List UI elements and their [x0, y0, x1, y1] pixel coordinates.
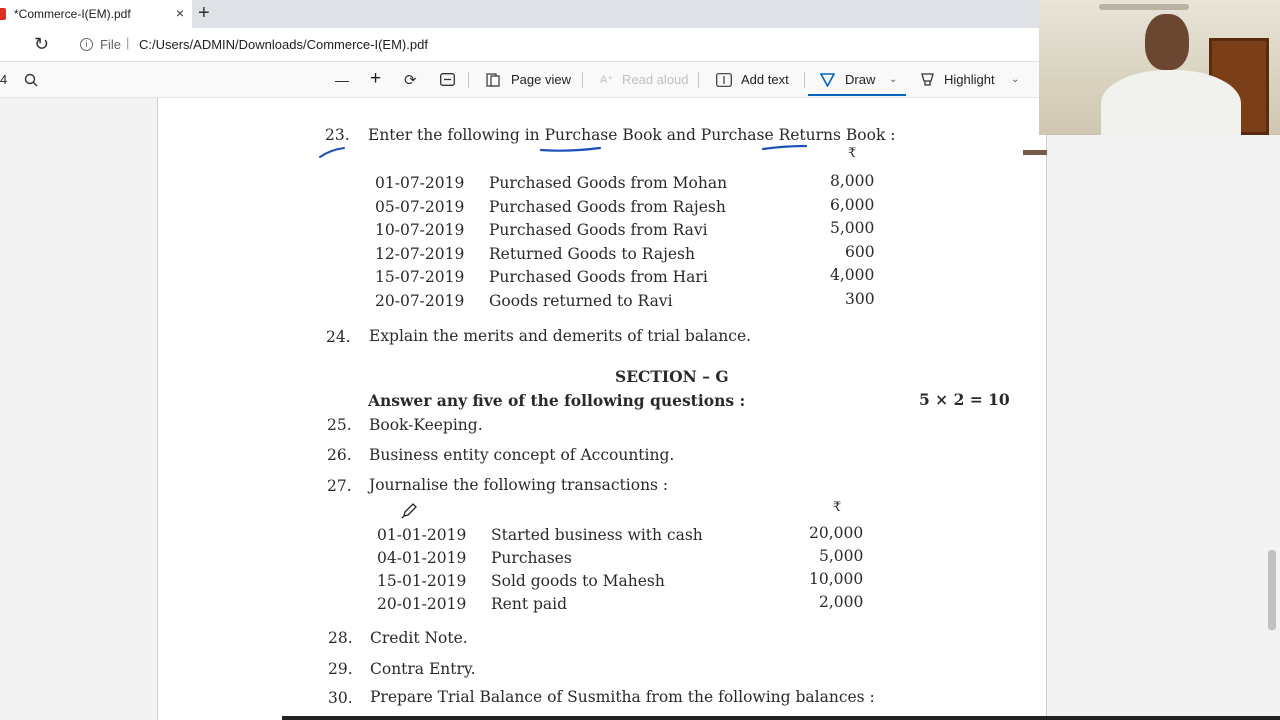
reload-icon[interactable]: ↻: [34, 34, 50, 54]
entry-description: Purchased Goods from Rajesh: [489, 198, 726, 216]
close-tab-icon[interactable]: ×: [175, 5, 184, 21]
presenter-head: [1145, 14, 1189, 70]
ink-annotations: [158, 98, 1048, 720]
presenter-body: [1101, 70, 1241, 135]
ink-underline: [541, 148, 600, 151]
highlight-dropdown-chevron-icon[interactable]: ⌄: [1011, 74, 1020, 85]
entry-description: Rent paid: [491, 595, 568, 613]
vertical-scrollbar[interactable]: [1268, 550, 1276, 630]
section-instruction: Answer any five of the following questions :: [368, 391, 746, 410]
draw-dropdown-chevron-icon[interactable]: ⌄: [889, 74, 898, 85]
read-aloud-button[interactable]: Read aloud: [622, 72, 689, 87]
question-text: Prepare Trial Balance of Susmitha from the following balances :: [370, 688, 875, 706]
zoom-out-button[interactable]: —: [335, 72, 349, 88]
entry-amount: 6,000: [830, 196, 875, 214]
zoom-in-button[interactable]: +: [370, 68, 382, 89]
page-view-button[interactable]: Page view: [511, 72, 571, 87]
currency-symbol: ₹: [848, 146, 857, 161]
question-text: Book-Keeping.: [369, 416, 483, 434]
entry-amount: 5,000: [819, 547, 864, 565]
webcam-overlay: [1039, 0, 1280, 135]
entry-date: 20-07-2019: [375, 292, 465, 310]
question-number: 30.: [328, 689, 353, 707]
ceiling-fan: [1099, 4, 1189, 10]
pdf-file-icon: [0, 8, 6, 20]
toolbar-divider: [582, 72, 583, 88]
entry-description: Returned Goods to Rajesh: [489, 245, 695, 263]
ink-tick-mark: [320, 148, 344, 157]
toolbar-divider: [804, 72, 805, 88]
entry-description: Purchased Goods from Hari: [489, 268, 708, 286]
highlight-button[interactable]: Highlight: [944, 72, 995, 87]
entry-amount: 4,000: [830, 266, 875, 284]
ink-underline: [763, 146, 806, 149]
entry-date: 01-01-2019: [377, 526, 467, 544]
question-text: Credit Note.: [370, 629, 468, 647]
entry-date: 15-01-2019: [377, 572, 467, 590]
highlight-icon: [920, 72, 935, 87]
entry-amount: 8,000: [830, 172, 875, 190]
address-separator: |: [126, 35, 130, 50]
entry-amount: 600: [845, 243, 875, 261]
page-number[interactable]: 4: [0, 72, 8, 87]
pdf-toolbar: [0, 62, 1040, 98]
tab-title: *Commerce-I(EM).pdf: [14, 7, 131, 21]
question-text: Explain the merits and demerits of trial balance.: [369, 327, 752, 345]
pdf-page[interactable]: [157, 98, 1047, 720]
draw-active-indicator: [808, 94, 906, 96]
question-text: Business entity concept of Accounting.: [369, 446, 675, 464]
question-number: 23.: [325, 126, 350, 144]
new-tab-button[interactable]: +: [198, 2, 210, 24]
page-view-icon: [486, 73, 500, 87]
search-icon[interactable]: [24, 73, 38, 87]
draw-button[interactable]: Draw: [845, 72, 876, 87]
entry-date: 10-07-2019: [375, 221, 465, 239]
entry-date: 01-07-2019: [375, 174, 465, 192]
entry-description: Goods returned to Ravi: [489, 292, 673, 310]
fit-page-icon[interactable]: [440, 73, 455, 86]
entry-date: 12-07-2019: [375, 245, 465, 263]
question-number: 27.: [327, 477, 352, 495]
entry-amount: 300: [845, 290, 875, 308]
add-text-button[interactable]: Add text: [741, 72, 789, 87]
toolbar-divider: [698, 72, 699, 88]
question-text: Journalise the following transactions :: [369, 476, 669, 494]
entry-description: Purchased Goods from Ravi: [489, 221, 708, 239]
entry-date: 05-07-2019: [375, 198, 465, 216]
entry-amount: 20,000: [809, 524, 864, 542]
question-text: Enter the following in Purchase Book and Purchase Returns Book :: [368, 126, 896, 144]
entry-description: Purchases: [491, 549, 572, 567]
pdf-tab[interactable]: [0, 0, 192, 28]
section-marks: 5 × 2 = 10: [919, 390, 1010, 409]
entry-description: Sold goods to Mahesh: [491, 572, 665, 590]
address-scheme-label: File: [100, 37, 121, 52]
question-number: 29.: [328, 660, 353, 678]
question-number: 25.: [327, 416, 352, 434]
tab-bar: [0, 0, 1040, 28]
entry-description: Started business with cash: [491, 526, 703, 544]
entry-amount: 2,000: [819, 593, 864, 611]
entry-date: 20-01-2019: [377, 595, 467, 613]
question-number: 24.: [326, 328, 351, 346]
ink-mark: [1023, 150, 1047, 155]
entry-description: Purchased Goods from Mohan: [489, 174, 728, 192]
address-bar: [0, 28, 1040, 62]
draw-icon: [820, 72, 835, 87]
entry-amount: 5,000: [830, 219, 875, 237]
question-number: 26.: [327, 446, 352, 464]
section-title: SECTION – G: [615, 367, 729, 386]
pen-cursor-icon: [401, 501, 419, 519]
question-text: Contra Entry.: [370, 660, 476, 678]
entry-date: 04-01-2019: [377, 549, 467, 567]
toolbar-divider: [468, 72, 469, 88]
info-icon[interactable]: i: [80, 38, 93, 51]
address-url[interactable]: C:/Users/ADMIN/Downloads/Commerce-I(EM).pdf: [139, 37, 428, 52]
read-aloud-icon: A⁺: [600, 74, 614, 86]
add-text-icon: [716, 73, 732, 87]
entry-amount: 10,000: [809, 570, 864, 588]
currency-symbol: ₹: [833, 500, 842, 515]
entry-date: 15-07-2019: [375, 268, 465, 286]
rotate-icon[interactable]: ⟳: [404, 72, 417, 89]
bottom-edge-bar: [282, 716, 1280, 720]
question-number: 28.: [328, 629, 353, 647]
